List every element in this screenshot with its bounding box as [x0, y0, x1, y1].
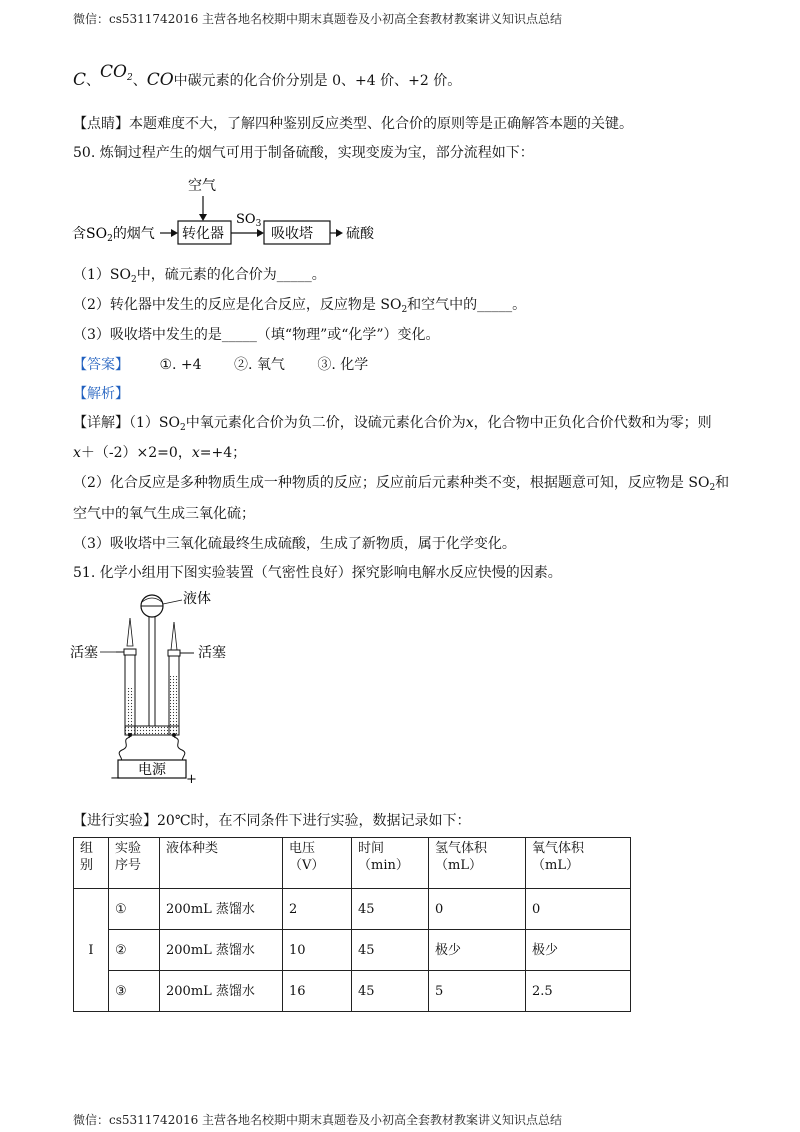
liquid-label: 液体 — [183, 591, 211, 607]
table-cell: 200mL 蒸馏水 — [160, 889, 283, 930]
valence-text: 中碳元素的化合价分别是 0、+4 价、+2 价。 — [173, 73, 462, 89]
product-label: 硫酸 — [346, 226, 374, 242]
answer-2: ②. 氧气 — [234, 357, 285, 373]
answer-row — [73, 355, 368, 375]
table-cell: ① — [109, 889, 160, 930]
left-valve-label: 活塞 — [70, 645, 98, 661]
table-cell: 16 — [283, 971, 352, 1012]
header-time: 时间 （min） — [352, 838, 429, 889]
answer-label: 【答案】 — [73, 357, 129, 373]
negative-terminal: − — [110, 771, 121, 786]
detail-line-3: （3）吸收塔中三氧化硫最终生成硫酸，生成了新物质，属于化学变化。 — [73, 536, 516, 552]
table-header-row — [74, 838, 631, 889]
header-voltage: 电压 （V） — [283, 838, 352, 889]
detail-line-1: 【详解】$(1)SO_2$中氧元素化合价为负二价，设硫元素化合价为x，化合物中正负化合价代数和为零；则 — [73, 415, 712, 433]
table-cell: ③ — [109, 971, 160, 1012]
converter-label: 转化器 — [182, 226, 224, 242]
power-label: 电源 — [138, 762, 166, 778]
source-gas-label: 含$SO_2$的烟气 — [72, 226, 155, 244]
separator: 、 — [132, 73, 147, 89]
header-liquid: 液体种类 — [160, 838, 283, 889]
table-cell: 2.5 — [526, 971, 631, 1012]
question-51-stem: 51. 化学小组用下图实验装置（气密性良好）探究影响电解水反应快慢的因素。 — [73, 565, 562, 581]
page-header: 微信：cs5311742016 主营各地名校期中期末真题卷及小初高全套教材教案讲义知识点总结 — [73, 12, 563, 26]
experiment-intro: 【进行实验】20℃时，在不同条件下进行实验，数据记录如下： — [73, 813, 471, 829]
table-cell: 2 — [283, 889, 352, 930]
comment-note: 【点睛】本题难度不大，了解四种鉴别反应类型、化合价的原则等是正确解答本题的关键。 — [73, 116, 633, 132]
table-cell: ② — [109, 930, 160, 971]
table-cell: 200mL 蒸馏水 — [160, 930, 283, 971]
table-cell: 极少 — [526, 930, 631, 971]
table-cell: 极少 — [429, 930, 526, 971]
formula-co2: $CO_2$ — [100, 62, 133, 83]
sulfuric-acid-flow-diagram — [70, 172, 490, 252]
table-cell: 45 — [352, 971, 429, 1012]
table-cell: 200mL 蒸馏水 — [160, 971, 283, 1012]
detail-line-2a: （2）化合反应是多种物质生成一种物质的反应；反应前后元素种类不变，根据题意可知，反应物是 $SO_2$和 — [73, 475, 730, 493]
header-h2: 氢气体积 （mL） — [429, 838, 526, 889]
header-exp-no: 实验 序号 — [109, 838, 160, 889]
question-50-stem: 50. 炼铜过程产生的烟气可用于制备硫酸，实现变废为宝，部分流程如下： — [73, 145, 534, 161]
group-cell: I — [74, 889, 109, 1012]
question-50-sub-1: $(1)SO_2$中，硫元素的化合价为_____。 — [73, 267, 326, 285]
formula-c: C — [73, 70, 87, 90]
answer-1: ①. +4 — [159, 357, 202, 373]
table-cell: 45 — [352, 930, 429, 971]
table-cell: 5 — [429, 971, 526, 1012]
table-cell: 0 — [429, 889, 526, 930]
air-label: 空气 — [188, 178, 216, 194]
table-cell: 0 — [526, 889, 631, 930]
table-row — [74, 889, 631, 930]
header-o2: 氧气体积 （mL） — [526, 838, 631, 889]
question-50-sub-2: （2）转化器中发生的反应是化合反应，反应物是 $SO_2$和空气中的_____。 — [73, 297, 527, 315]
carbon-valence-line — [73, 62, 462, 96]
table-cell: 45 — [352, 889, 429, 930]
question-50-sub-3: （3）吸收塔中发生的是_____（填“物理”或“化学”）变化。 — [73, 327, 440, 343]
table-cell: 10 — [283, 930, 352, 971]
so3-label: $SO_3$ — [236, 212, 262, 229]
header-group: 组 别 — [74, 838, 109, 889]
table-row — [74, 971, 631, 1012]
answer-3: ③. 化学 — [317, 357, 369, 373]
formula-co: CO — [146, 70, 174, 90]
experiment-data-table — [73, 837, 631, 1012]
analysis-label: 【解析】 — [73, 386, 129, 402]
tower-label: 吸收塔 — [271, 226, 313, 242]
electrolysis-apparatus — [70, 588, 270, 788]
detail-line-2b: 空气中的氧气生成三氧化硫； — [73, 506, 255, 522]
table-row — [74, 930, 631, 971]
page-footer: 微信：cs5311742016 主营各地名校期中期末真题卷及小初高全套教材教案讲义知识点总结 — [73, 1113, 563, 1127]
right-valve-label: 活塞 — [198, 645, 226, 661]
detail-line-1b: x＋（-2）×2=0，x=+4； — [73, 445, 247, 461]
separator: 、 — [86, 73, 101, 89]
positive-terminal: + — [186, 772, 197, 787]
